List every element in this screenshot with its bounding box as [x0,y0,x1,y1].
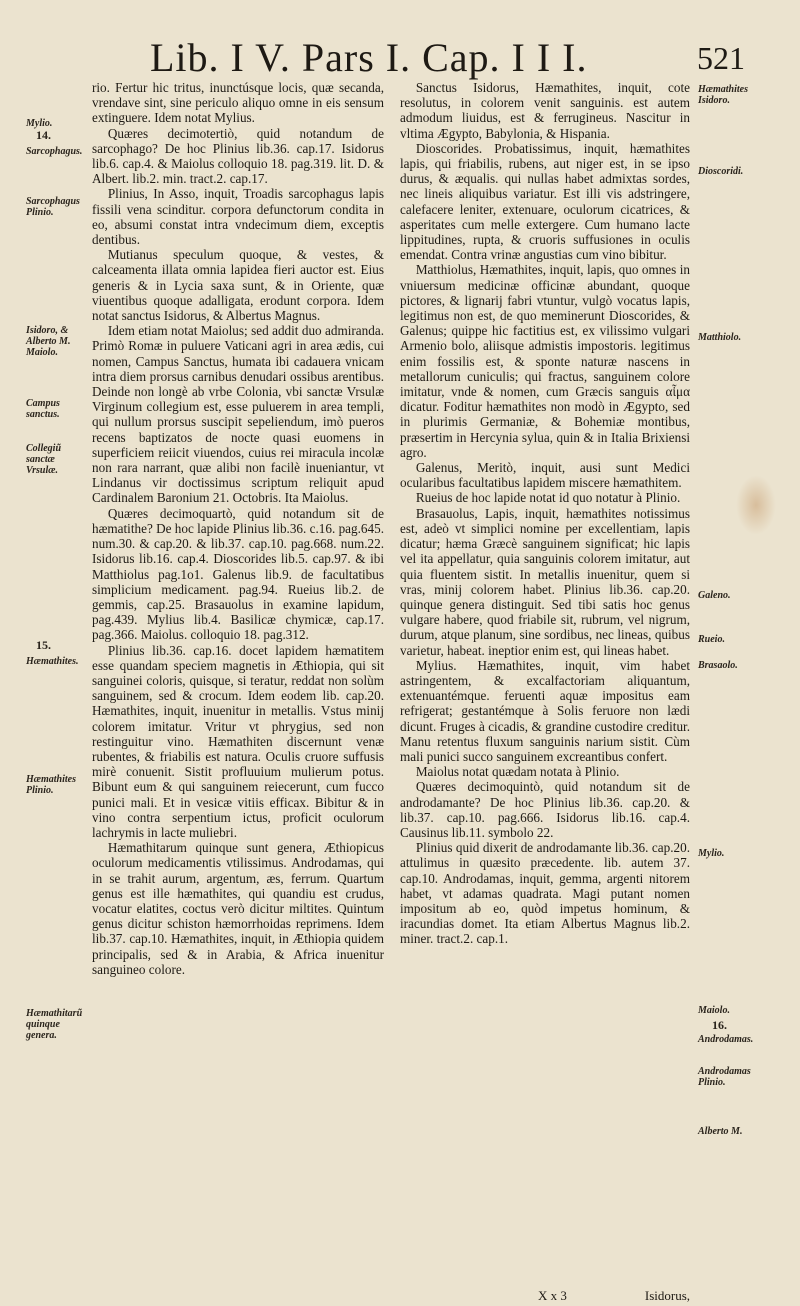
margin-note: Androdamas Plinio. [698,1066,751,1088]
paragraph: Rueius de hoc lapide notat id quo notatur à Plinio. [415,490,681,506]
margin-note: Collegiũ sanctæ Vrsulæ. [26,443,62,476]
margin-note: Mylio. [26,118,53,129]
paragraph: Mutianus speculum quoque, & vestes, & calceamenta illata omnia lapidea fieri auctor est. Eius generis & in Lycia saxa sunt, & in Oriente, quæ viuentibus quoque adalligata, erodunt corpora. Idem notat sanctus Isidorus, & Albertus Magnus. [92,247,384,324]
paragraph: Matthiolus, Hæmathites, inquit, lapis, quo omnes in vniuersum medicinæ officinæ abundant, quoque pictores, & lignarij fabri vtuntur, vulgò vocatus lapis, legitimus non est, de quo meminerunt Dioscorides, & Galenus; quippe hic factitius est, ex vilissimo vulgari Armenio bolo, aliisque admistis impostoris. legitimus enim fossilis est, & sponte naturæ nascens in metallorum cuniculis; qui fractus, sanguinem colore imitatur, vnde & nomen, cum Græcis sanguis αἷμα dicatur. Foditur hæmathites non modò in Ægypto, sed in plurimis Germaniæ, & Bohemiæ montibus, præsertim in Hercynia sylua, quin & in Italia Brixiensi agro. [400,262,690,460]
margin-note: Alberto M. [698,1126,743,1137]
catchword: Isidorus, [644,1288,690,1303]
margin-note: Isidoro, & Alberto M. Maiolo. [26,325,71,358]
paragraph: Plinius quid dixerit de androdamante lib.36. cap.20. attulimus in quæsito præcedente. lib. autem 37. cap.10. Androdamas, inquit, gemma, argenti nitorem habet, vt adamas quadrata. Magi putant nomen impositum ab eo, quòd impetus hominum, & iracundias domet. Ita etiam Albertus Magnus lib.2. miner. tract.2. cap.1. [400,840,690,947]
page-header [0,30,800,80]
paragraph: Sanctus Isidorus, Hæmathites, inquit, cote resolutus, in colorem venit sanguinis. est autem admodum liuidus, est & ferrugineus. Nascitur in vltima Ægypto, Babylonia, & Hispania. [400,80,690,141]
paragraph: Quæres decimotertiò, quid notandum de sarcophago? De hoc Plinius lib.36. cap.17. Isidorus lib.6. cap.4. & Maiolus colloquio 18. pag.319. lit. D. & Albert. lib.2. min. tract.2. cap.17. [92,125,384,187]
margin-question-number: 14. [36,128,51,142]
paragraph: Galenus, Meritò, inquit, ausi sunt Medici ocularibus facultatibus lapidem miscere hæmathitem. [400,460,690,491]
paragraph: Quæres decimoquintò, quid notandum sit de androdamante? De hoc Plinius lib.36. cap.20. & lib.37. cap.10. pag.666. Isidorus lib.16. cap.4. Causinus lib.11. symbolo 22. [400,779,690,840]
page-number: 521 [697,40,745,76]
margin-note: Maiolo. [698,1005,730,1016]
paragraph: rio. Fertur hic tritus, inunctúsque locis, quæ secanda, vrendave sint, sine periculo aliquo omne in eis sensum extinguere. Idem notat Mylius. [92,80,384,126]
paragraph: Quæres decimoquartò, quid notandum sit de hæmatithe? De hoc lapide Plinius lib.36. c.16. pag.645. num.30. & cap.20. & lib.37. cap.10. pag.668. num.22. Isidorus lib.16. cap.4. Dioscorides lib.5. cap.97. & ibi Matthiolus pag.1o1. Galenus lib.9. de facultatibus simplicium medicament. pag.94. Rueius lib.2. de gemmis, cap.25. Brasauolus in examine lapidum, pag.439. Mylius lib.4. Basilicæ chymicæ, cap.17. pag.366. Maiolus. colloquio 18. pag.312. [92,505,384,643]
margin-note: Hæmathites Isidoro. [698,84,749,106]
paragraph: Dioscorides. Probatissimus, inquit, hæmathites lapis, qui friabilis, rubens, aut niger est, in se ipso durus, & æqualis. qui nullas habet admixtas sordes, nec lineis aliquibus variatur. Est illi vis adstringere, calefacere leniter, extenuare, oculorum cicatrices, & asperitates cum melle extergere. Cum humano lacte lippitudines, rupta, & cruoris suffusiones in oculis emendat. Contra vrinæ angustias cum vino bibitur. [400,140,690,263]
margin-note: Brasaolo. [698,660,738,671]
signature-mark: X x 3 [538,1288,567,1303]
margin-note: Matthiolo. [698,332,742,343]
margin-note: Sarcophagus Plinio. [26,196,80,218]
margin-question-number: 15. [36,638,51,652]
page-footer [400,1288,690,1304]
margin-note: Dioscoridi. [698,166,744,177]
margin-note: Galeno. [698,590,731,601]
paragraph: Mylius. Hæmathites, inquit, vim habet astringentem, & excalfactoriam aliquantum, extenuantémque. feruenti aquæ impositus eam refrigerat; gestantémque à Solis feruore non lædi dicunt. Fruges à cicadis, & grandine custodire creditur. Manu retentus fluxum sanguinis narium sistit. Cùm mali punici succo sanguinem excreantibus confert. [400,657,690,764]
paragraph: Maiolus notat quædam notata à Plinio. [415,764,620,780]
running-title: Lib. I V. Pars I. Cap. I I I. [150,35,588,80]
margin-note: Hæmathitarũ quinque genera. [26,1008,83,1041]
margin-note: Rueio. [698,634,725,645]
margin-note: Campus sanctus. [26,398,60,420]
margin-note: Androdamas. [698,1034,754,1045]
paragraph: Brasauolus, Lapis, inquit, hæmathites notissimus est, adeò vt simplici nomine per excellentiam, lapis dicatur; hæma Græcè sanguinem significat; hic lapis vel ita appellatur, quia sanguinis colorem imitatur, aut quia fluentem sistit. In metallis inuenitur, quem si vras, minij colorem habet. Plinius lib.36. cap.20. quinque genera distinguit. Sed tibi satis hoc genus vulgare habere, quod friabile sit, rubrum, vel nigrum, durum, atque planum, sine sordibus, nec lineas, quibus varietur, habeat. ineptior enim est, qui lineas habet. [400,505,690,658]
paragraph: Plinius, In Asso, inquit, Troadis sarcophagus lapis fissili vena scinditur. corpora defunctorum condita in eo, absumi constat intra vndecimum diem, exceptis dentibus. [92,186,384,248]
margin-question-number: 16. [712,1018,727,1032]
left-column [92,80,384,977]
margin-note: Hæmathites Plinio. [26,774,77,796]
paragraph: Idem etiam notat Maiolus; sed addit duo admiranda. Primò Romæ in puluere Vaticani agri in area ædis, cui nomen, Campus Sanctus, humata ibi cadauera vnicam intra diem prorsus carnibus denudari ossibus arentibus. Deinde non longè ab vrbe Colonia, vbi sanctæ Vrsulæ Virginum collegium est, esse puluerem in area templi, qui nullum prorsus suscipit sepeliendum, imò pueros recens baptizatos de nocte quasi euomens in superficiem reiicit viuendos, cuius rei miracula incolæ non rara narrant, quæ alibi non facilè inueniantur, vt Lindanus vir doctissimus scriptum reliquit apud Cardinalem Baronium 21. Octobris. Ita Maiolus. [92,323,384,506]
paragraph: Plinius lib.36. cap.16. docet lapidem hæmatitem esse quandam speciem magnetis in Æthiopia, qui sit sanguinei coloris, quisque, si teratur, reddat non solùm sanguinem, sed & crocum. Idem eodem lib. cap.20. Hæmathites, inquit, inuenitur in metallis. Vstus minij colorem imitatur. Vritur vt phrygius, sed non restinguitur vino. Hæmathiten discernunt venæ rubentes, & friabilis est natura. Oculis cruore suffusis mirè conuenit. Sistit profluuium mulierum potus. Bibunt eum & qui sanguinem reiecerunt, cum fucco punici mali. Et in vesicæ vitiis efficax. Bibitur & in vino contra serpentium ictus, proficit oculorum lachrymis in lacte muliebri. [92,642,384,840]
margin-note: Hæmathites. [26,656,79,667]
right-column [400,80,690,947]
paper-stain [736,475,776,535]
paragraph: Hæmathitarum quinque sunt genera, Æthiopicus oculorum medicamentis vtilissimus. Androdamas, qui in se trahit aurum, argentum, æs, ferrum. Quartum genus est ille hæmathites, qui quandiu est crudus, vocatur elatites, coctus verò dicitur miltites. Quintum genus dicitur schiston hæmorrhoidas reprimens. Idem lib.37. cap.10. Hæmathites, inquit, in Æthiopia quidem principalis, sed & in Arabia, & Africa inuenitur sanguineo colore. [92,840,384,977]
margin-note: Sarcophagus. [26,146,83,157]
margin-note: Mylio. [698,848,725,859]
